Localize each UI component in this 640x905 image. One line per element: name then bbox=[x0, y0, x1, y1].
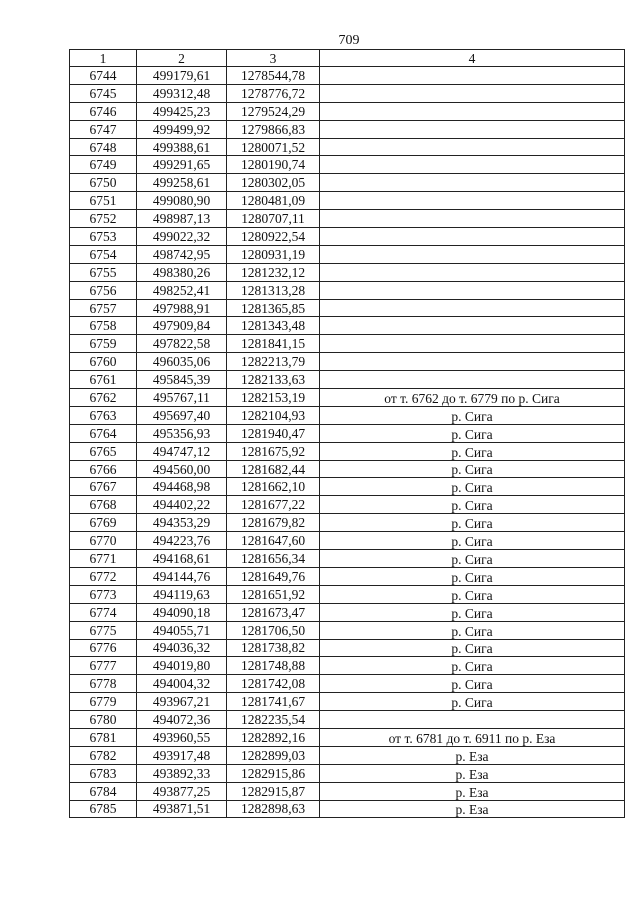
table-row bbox=[70, 67, 625, 85]
y-coordinate-cell: 1282213,79 bbox=[227, 353, 320, 371]
x-coordinate-cell: 494353,29 bbox=[137, 514, 227, 532]
y-coordinate-cell: 1281343,48 bbox=[227, 317, 320, 335]
y-coordinate-cell: 1280190,74 bbox=[227, 156, 320, 174]
point-number-cell: 6758 bbox=[70, 317, 137, 335]
y-coordinate-cell: 1279524,29 bbox=[227, 102, 320, 120]
table-row bbox=[70, 621, 625, 639]
table-row bbox=[70, 657, 625, 675]
y-coordinate-cell: 1281313,28 bbox=[227, 281, 320, 299]
point-number-cell: 6746 bbox=[70, 102, 137, 120]
point-number-cell: 6765 bbox=[70, 442, 137, 460]
x-coordinate-cell: 499291,65 bbox=[137, 156, 227, 174]
table-row bbox=[70, 120, 625, 138]
description-cell: р. Сига bbox=[320, 567, 625, 585]
y-coordinate-cell: 1280302,05 bbox=[227, 174, 320, 192]
y-coordinate-cell: 1282892,16 bbox=[227, 728, 320, 746]
x-coordinate-cell: 499258,61 bbox=[137, 174, 227, 192]
description-cell: р. Еза bbox=[320, 746, 625, 764]
point-number-cell: 6775 bbox=[70, 621, 137, 639]
y-coordinate-cell: 1281682,44 bbox=[227, 460, 320, 478]
x-coordinate-cell: 495356,93 bbox=[137, 424, 227, 442]
x-coordinate-cell: 494468,98 bbox=[137, 478, 227, 496]
description-cell bbox=[320, 335, 625, 353]
description-cell bbox=[320, 353, 625, 371]
y-coordinate-cell: 1281741,67 bbox=[227, 693, 320, 711]
y-coordinate-cell: 1282899,03 bbox=[227, 746, 320, 764]
y-coordinate-cell: 1281706,50 bbox=[227, 621, 320, 639]
point-number-cell: 6774 bbox=[70, 603, 137, 621]
x-coordinate-cell: 499022,32 bbox=[137, 228, 227, 246]
x-coordinate-cell: 495845,39 bbox=[137, 371, 227, 389]
point-number-cell: 6770 bbox=[70, 532, 137, 550]
y-coordinate-cell: 1281748,88 bbox=[227, 657, 320, 675]
point-number-cell: 6751 bbox=[70, 192, 137, 210]
x-coordinate-cell: 494144,76 bbox=[137, 567, 227, 585]
x-coordinate-cell: 494004,32 bbox=[137, 675, 227, 693]
point-number-cell: 6750 bbox=[70, 174, 137, 192]
y-coordinate-cell: 1281738,82 bbox=[227, 639, 320, 657]
table-header-row bbox=[70, 50, 625, 67]
x-coordinate-cell: 494747,12 bbox=[137, 442, 227, 460]
y-coordinate-cell: 1281656,34 bbox=[227, 550, 320, 568]
y-coordinate-cell: 1281677,22 bbox=[227, 496, 320, 514]
x-coordinate-cell: 494036,32 bbox=[137, 639, 227, 657]
x-coordinate-cell: 495767,11 bbox=[137, 389, 227, 407]
point-number-cell: 6769 bbox=[70, 514, 137, 532]
point-number-cell: 6752 bbox=[70, 210, 137, 228]
page-number: 709 bbox=[338, 33, 360, 48]
description-cell bbox=[320, 102, 625, 120]
y-coordinate-cell: 1281662,10 bbox=[227, 478, 320, 496]
description-cell: от т. 6762 до т. 6779 по р. Сига bbox=[320, 389, 625, 407]
y-coordinate-cell: 1280931,19 bbox=[227, 245, 320, 263]
point-number-cell: 6749 bbox=[70, 156, 137, 174]
description-cell bbox=[320, 67, 625, 85]
y-coordinate-cell: 1281365,85 bbox=[227, 299, 320, 317]
description-cell: р. Сига bbox=[320, 496, 625, 514]
y-coordinate-cell: 1281940,47 bbox=[227, 424, 320, 442]
y-coordinate-cell: 1281651,92 bbox=[227, 585, 320, 603]
y-coordinate-cell: 1282235,54 bbox=[227, 711, 320, 729]
description-cell: р. Сига bbox=[320, 693, 625, 711]
table-row bbox=[70, 389, 625, 407]
table-row bbox=[70, 335, 625, 353]
point-number-cell: 6781 bbox=[70, 728, 137, 746]
point-number-cell: 6747 bbox=[70, 120, 137, 138]
x-coordinate-cell: 495697,40 bbox=[137, 406, 227, 424]
point-number-cell: 6779 bbox=[70, 693, 137, 711]
point-number-cell: 6772 bbox=[70, 567, 137, 585]
x-coordinate-cell: 494560,00 bbox=[137, 460, 227, 478]
y-coordinate-cell: 1281232,12 bbox=[227, 263, 320, 281]
y-coordinate-cell: 1280922,54 bbox=[227, 228, 320, 246]
y-coordinate-cell: 1282133,63 bbox=[227, 371, 320, 389]
table-row bbox=[70, 532, 625, 550]
table-row bbox=[70, 567, 625, 585]
y-coordinate-cell: 1281679,82 bbox=[227, 514, 320, 532]
table-row bbox=[70, 603, 625, 621]
description-cell bbox=[320, 228, 625, 246]
table-row bbox=[70, 460, 625, 478]
y-coordinate-cell: 1281647,60 bbox=[227, 532, 320, 550]
description-cell: р. Сига bbox=[320, 514, 625, 532]
y-coordinate-cell: 1280071,52 bbox=[227, 138, 320, 156]
point-number-cell: 6773 bbox=[70, 585, 137, 603]
description-cell: р. Сига bbox=[320, 460, 625, 478]
x-coordinate-cell: 499499,92 bbox=[137, 120, 227, 138]
y-coordinate-cell: 1282104,93 bbox=[227, 406, 320, 424]
point-number-cell: 6762 bbox=[70, 389, 137, 407]
x-coordinate-cell: 493892,33 bbox=[137, 764, 227, 782]
table-row bbox=[70, 693, 625, 711]
y-coordinate-cell: 1281675,92 bbox=[227, 442, 320, 460]
point-number-cell: 6748 bbox=[70, 138, 137, 156]
point-number-cell: 6768 bbox=[70, 496, 137, 514]
table-row bbox=[70, 245, 625, 263]
table-row bbox=[70, 496, 625, 514]
x-coordinate-cell: 498987,13 bbox=[137, 210, 227, 228]
x-coordinate-cell: 493917,48 bbox=[137, 746, 227, 764]
x-coordinate-cell: 493871,51 bbox=[137, 800, 227, 818]
description-cell: р. Сига bbox=[320, 657, 625, 675]
y-coordinate-cell: 1282915,87 bbox=[227, 782, 320, 800]
description-cell bbox=[320, 281, 625, 299]
description-cell bbox=[320, 245, 625, 263]
y-coordinate-cell: 1281673,47 bbox=[227, 603, 320, 621]
point-number-cell: 6761 bbox=[70, 371, 137, 389]
description-cell: р. Сига bbox=[320, 550, 625, 568]
description-cell: р. Сига bbox=[320, 424, 625, 442]
y-coordinate-cell: 1281841,15 bbox=[227, 335, 320, 353]
description-cell bbox=[320, 84, 625, 102]
column-header-4: 4 bbox=[320, 50, 625, 67]
table-row bbox=[70, 728, 625, 746]
x-coordinate-cell: 496035,06 bbox=[137, 353, 227, 371]
x-coordinate-cell: 498742,95 bbox=[137, 245, 227, 263]
point-number-cell: 6759 bbox=[70, 335, 137, 353]
x-coordinate-cell: 493960,55 bbox=[137, 728, 227, 746]
column-header-1: 1 bbox=[70, 50, 137, 67]
description-cell bbox=[320, 192, 625, 210]
table-row bbox=[70, 800, 625, 818]
x-coordinate-cell: 494055,71 bbox=[137, 621, 227, 639]
coordinates-table bbox=[69, 49, 625, 818]
x-coordinate-cell: 499080,90 bbox=[137, 192, 227, 210]
point-number-cell: 6782 bbox=[70, 746, 137, 764]
point-number-cell: 6780 bbox=[70, 711, 137, 729]
table-row bbox=[70, 371, 625, 389]
description-cell bbox=[320, 371, 625, 389]
table-row bbox=[70, 228, 625, 246]
table-row bbox=[70, 353, 625, 371]
x-coordinate-cell: 498380,26 bbox=[137, 263, 227, 281]
y-coordinate-cell: 1280481,09 bbox=[227, 192, 320, 210]
point-number-cell: 6753 bbox=[70, 228, 137, 246]
point-number-cell: 6778 bbox=[70, 675, 137, 693]
y-coordinate-cell: 1282915,86 bbox=[227, 764, 320, 782]
description-cell bbox=[320, 120, 625, 138]
point-number-cell: 6745 bbox=[70, 84, 137, 102]
y-coordinate-cell: 1278776,72 bbox=[227, 84, 320, 102]
description-cell bbox=[320, 138, 625, 156]
description-cell bbox=[320, 210, 625, 228]
point-number-cell: 6764 bbox=[70, 424, 137, 442]
description-cell bbox=[320, 263, 625, 281]
point-number-cell: 6755 bbox=[70, 263, 137, 281]
table-row bbox=[70, 424, 625, 442]
point-number-cell: 6757 bbox=[70, 299, 137, 317]
y-coordinate-cell: 1281742,08 bbox=[227, 675, 320, 693]
table-row bbox=[70, 299, 625, 317]
table-row bbox=[70, 174, 625, 192]
x-coordinate-cell: 494223,76 bbox=[137, 532, 227, 550]
table-row bbox=[70, 550, 625, 568]
y-coordinate-cell: 1282153,19 bbox=[227, 389, 320, 407]
x-coordinate-cell: 494402,22 bbox=[137, 496, 227, 514]
table-row bbox=[70, 514, 625, 532]
description-cell: р. Сига bbox=[320, 532, 625, 550]
table-row bbox=[70, 675, 625, 693]
point-number-cell: 6763 bbox=[70, 406, 137, 424]
table-row bbox=[70, 711, 625, 729]
x-coordinate-cell: 493967,21 bbox=[137, 693, 227, 711]
table-row bbox=[70, 317, 625, 335]
point-number-cell: 6754 bbox=[70, 245, 137, 263]
description-cell bbox=[320, 317, 625, 335]
x-coordinate-cell: 498252,41 bbox=[137, 281, 227, 299]
table-row bbox=[70, 263, 625, 281]
table-row bbox=[70, 639, 625, 657]
y-coordinate-cell: 1280707,11 bbox=[227, 210, 320, 228]
column-header-2: 2 bbox=[137, 50, 227, 67]
point-number-cell: 6744 bbox=[70, 67, 137, 85]
description-cell: р. Сига bbox=[320, 675, 625, 693]
point-number-cell: 6784 bbox=[70, 782, 137, 800]
point-number-cell: 6783 bbox=[70, 764, 137, 782]
y-coordinate-cell: 1279866,83 bbox=[227, 120, 320, 138]
point-number-cell: 6785 bbox=[70, 800, 137, 818]
table-row bbox=[70, 138, 625, 156]
x-coordinate-cell: 494168,61 bbox=[137, 550, 227, 568]
table-row bbox=[70, 192, 625, 210]
y-coordinate-cell: 1281649,76 bbox=[227, 567, 320, 585]
description-cell: р. Еза bbox=[320, 800, 625, 818]
x-coordinate-cell: 497988,91 bbox=[137, 299, 227, 317]
point-number-cell: 6777 bbox=[70, 657, 137, 675]
description-cell: р. Сига bbox=[320, 639, 625, 657]
point-number-cell: 6756 bbox=[70, 281, 137, 299]
table-row bbox=[70, 102, 625, 120]
table-row bbox=[70, 585, 625, 603]
x-coordinate-cell: 499425,23 bbox=[137, 102, 227, 120]
x-coordinate-cell: 494019,80 bbox=[137, 657, 227, 675]
table-row bbox=[70, 478, 625, 496]
table-row bbox=[70, 782, 625, 800]
table-row bbox=[70, 764, 625, 782]
description-cell: р. Сига bbox=[320, 442, 625, 460]
table-body bbox=[70, 67, 625, 818]
description-cell: р. Сига bbox=[320, 406, 625, 424]
description-cell bbox=[320, 174, 625, 192]
x-coordinate-cell: 499388,61 bbox=[137, 138, 227, 156]
x-coordinate-cell: 499179,61 bbox=[137, 67, 227, 85]
y-coordinate-cell: 1278544,78 bbox=[227, 67, 320, 85]
x-coordinate-cell: 493877,25 bbox=[137, 782, 227, 800]
description-cell: р. Еза bbox=[320, 782, 625, 800]
point-number-cell: 6767 bbox=[70, 478, 137, 496]
point-number-cell: 6760 bbox=[70, 353, 137, 371]
point-number-cell: 6771 bbox=[70, 550, 137, 568]
description-cell: р. Сига bbox=[320, 585, 625, 603]
description-cell bbox=[320, 156, 625, 174]
table-row bbox=[70, 746, 625, 764]
x-coordinate-cell: 499312,48 bbox=[137, 84, 227, 102]
description-cell bbox=[320, 299, 625, 317]
description-cell: р. Еза bbox=[320, 764, 625, 782]
x-coordinate-cell: 494119,63 bbox=[137, 585, 227, 603]
table-row bbox=[70, 406, 625, 424]
column-header-3: 3 bbox=[227, 50, 320, 67]
description-cell: от т. 6781 до т. 6911 по р. Еза bbox=[320, 728, 625, 746]
description-cell: р. Сига bbox=[320, 603, 625, 621]
x-coordinate-cell: 497909,84 bbox=[137, 317, 227, 335]
x-coordinate-cell: 497822,58 bbox=[137, 335, 227, 353]
table-row bbox=[70, 281, 625, 299]
table-row bbox=[70, 84, 625, 102]
x-coordinate-cell: 494090,18 bbox=[137, 603, 227, 621]
x-coordinate-cell: 494072,36 bbox=[137, 711, 227, 729]
description-cell: р. Сига bbox=[320, 621, 625, 639]
point-number-cell: 6766 bbox=[70, 460, 137, 478]
table-row bbox=[70, 210, 625, 228]
table-row bbox=[70, 442, 625, 460]
description-cell bbox=[320, 711, 625, 729]
y-coordinate-cell: 1282898,63 bbox=[227, 800, 320, 818]
table-row bbox=[70, 156, 625, 174]
description-cell: р. Сига bbox=[320, 478, 625, 496]
point-number-cell: 6776 bbox=[70, 639, 137, 657]
